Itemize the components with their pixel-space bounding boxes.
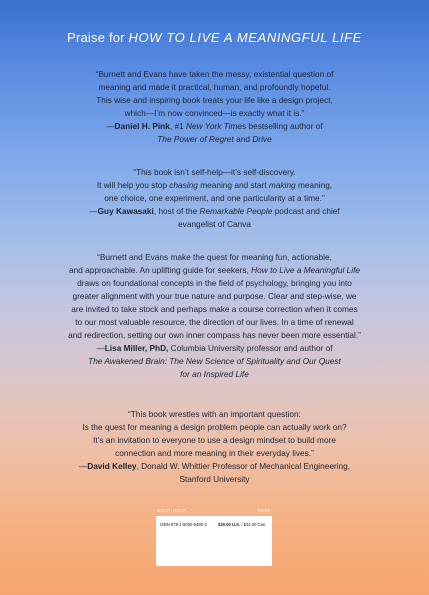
author-name: David Kelley	[87, 461, 137, 471]
attr-italic: for an Inspired Life	[180, 369, 249, 379]
quote-line: are invited to take stock and perhaps make a course correction when it comes	[71, 304, 358, 314]
quote-line: draws on foundational concepts in the field of psychology, bringing you into	[77, 278, 352, 288]
attr-dash: —	[78, 461, 88, 471]
attribution	[64, 205, 365, 218]
quote-line: This wise and inspiring book treats your life like a design project,	[96, 95, 333, 105]
blurb-kawasaki	[64, 166, 365, 231]
attr-text: , host of the	[153, 206, 200, 216]
isbn-text: ISBN 978-1-9000-9480-2	[160, 522, 207, 527]
attribution	[30, 342, 399, 355]
price-can: / $42.00 Can.	[240, 522, 267, 527]
attr-text: Columbia University professor and author of	[168, 343, 333, 353]
attr-text: , #1	[169, 121, 186, 131]
blurb-miller	[30, 251, 399, 381]
attr-dash: —	[106, 121, 115, 131]
quote-line	[30, 264, 399, 277]
attr-text: , Donald W. Whittier Professor of Mechanical Engineering,	[136, 461, 351, 471]
category-label: SELF-HELP	[157, 508, 187, 513]
attribution	[70, 120, 359, 133]
praise-prefix: Praise for	[67, 30, 129, 45]
quote-line: It’s an invitation to everyone to use a design mindset to build more	[93, 435, 336, 445]
category-code: 8226	[258, 508, 271, 513]
barcode-box	[156, 516, 272, 566]
quote-line: to our most valuable resource, the direction of our lives. In a time of renewal	[75, 317, 354, 327]
praise-header	[0, 30, 429, 45]
quote-line: “Burnett and Evans make the quest for meaning fun, actionable,	[97, 252, 332, 262]
author-name: Guy Kawasaki	[97, 206, 154, 216]
author-name: Lisa Miller, PhD,	[104, 343, 169, 353]
quote-text: and approachable. An uplifting guide for seekers,	[68, 265, 252, 275]
quote-line: “This book wrestles with an important question:	[128, 409, 301, 419]
attr-italic: The Power of Regret	[157, 134, 234, 144]
attr-italic: Drive	[252, 134, 272, 144]
attr-italic: New York Times	[186, 121, 247, 131]
quote-line: and redirection, setting our own inner compass has never been more essential.”	[68, 330, 361, 340]
quote-line: “Burnett and Evans have taken the messy, existential question of	[95, 69, 334, 79]
quote-line: Is the quest for meaning a design problem people can actually work on?	[82, 422, 347, 432]
attribution-line2	[70, 133, 359, 146]
quote-line: connection and more meaning in their everyday lives.”	[115, 448, 314, 458]
quote-line: meaning and made it practical, human, and profoundly hopeful.	[98, 82, 331, 92]
attr-dash: —	[96, 343, 105, 353]
quote-italic: chasing	[169, 180, 198, 190]
quote-italic: making	[268, 180, 296, 190]
attr-text: and	[233, 134, 253, 144]
quote-text: It will help you stop	[96, 180, 170, 190]
attribution-line2: evangelist of Canva	[178, 219, 251, 229]
attr-italic: The Awakened Brain: The New Science of Spirituality and Our Quest	[88, 356, 341, 366]
quote-italic: How to Live a Meaningful Life	[251, 265, 361, 275]
quote-line: greater alignment with your true nature and purpose. Clear and step-wise, we	[72, 291, 357, 301]
blurb-kelley	[48, 408, 381, 486]
price-us: $30.00 U.S.	[218, 522, 241, 527]
attribution-line2: Stanford University	[179, 474, 250, 484]
attr-italic: Remarkable People	[199, 206, 273, 216]
blurb-pink	[70, 68, 359, 146]
attribution-line3	[30, 368, 399, 381]
attribution	[48, 460, 381, 473]
attr-text: bestselling author of	[246, 121, 323, 131]
quote-line	[64, 179, 365, 192]
book-title: HOW TO LIVE A MEANINGFUL LIFE	[128, 30, 362, 45]
quote-text: meaning,	[295, 180, 333, 190]
quote-line: “This book isn’t self-help—it’s self-discovery.	[133, 167, 296, 177]
attr-text: podcast and chief	[272, 206, 340, 216]
attribution-line2	[30, 355, 399, 368]
quote-line: which—I’m now convinced—is exactly what it is.”	[124, 108, 305, 118]
price-text	[218, 522, 266, 527]
quote-text: meaning and start	[197, 180, 269, 190]
attr-dash: —	[89, 206, 98, 216]
author-name: Daniel H. Pink	[114, 121, 170, 131]
quote-line: one choice, one experiment, and one particularity at a time.”	[104, 193, 325, 203]
